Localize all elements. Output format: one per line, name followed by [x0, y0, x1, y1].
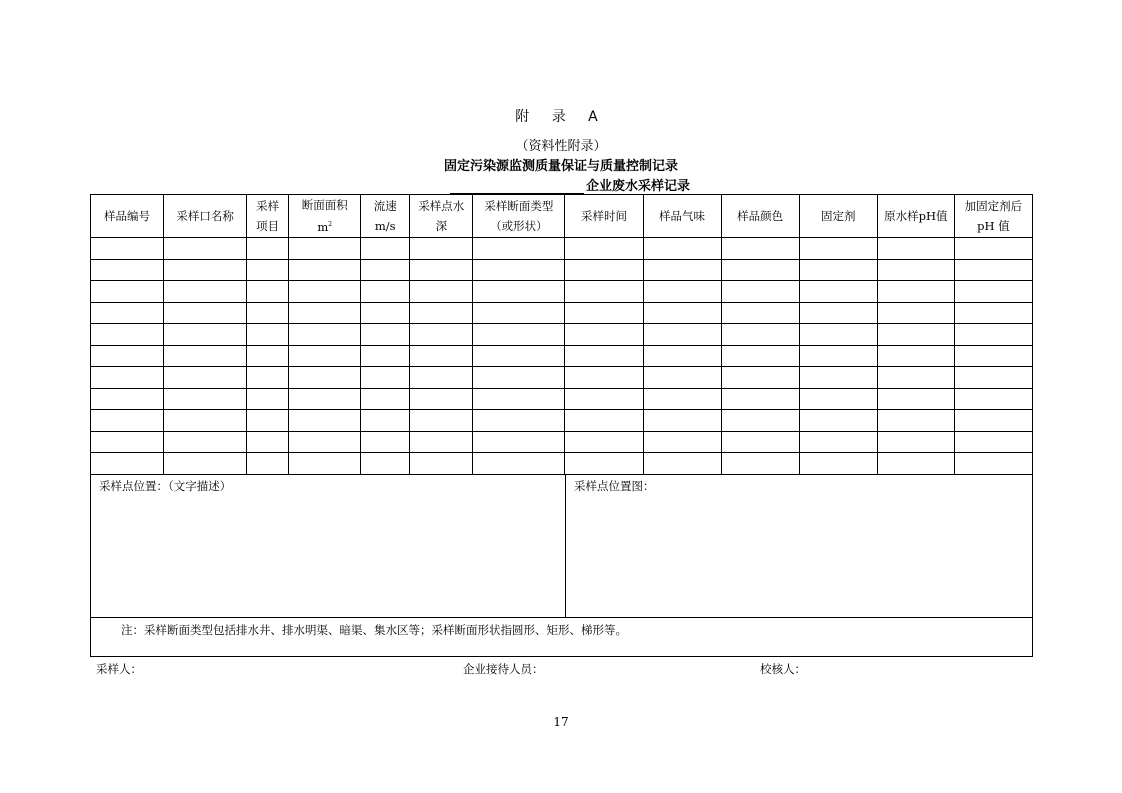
form-title [450, 175, 690, 194]
table-cell[interactable] [91, 453, 164, 475]
table-cell[interactable] [361, 238, 410, 260]
appendix-title: 附 录 A [515, 109, 607, 125]
table-row [91, 388, 1033, 410]
table-cell[interactable] [410, 367, 473, 389]
table-cell[interactable] [164, 281, 247, 303]
table-cell[interactable] [877, 410, 954, 432]
table-cell[interactable] [643, 238, 721, 260]
header-sample-color: 样品颜色 [721, 195, 799, 238]
location-diagram-cell[interactable] [566, 474, 1032, 617]
header-outlet-name: 采样口名称 [164, 195, 247, 238]
table-cell[interactable] [954, 324, 1032, 346]
table-cell[interactable] [565, 453, 643, 475]
table-cell[interactable] [565, 431, 643, 453]
table-cell[interactable] [164, 367, 247, 389]
table-cell[interactable] [410, 388, 473, 410]
table-cell[interactable] [289, 302, 361, 324]
table-cell[interactable] [721, 388, 799, 410]
table-cell[interactable] [164, 410, 247, 432]
table-cell[interactable] [247, 345, 289, 367]
location-diagram-label: 采样点位置图： [574, 479, 655, 493]
table-cell[interactable] [643, 410, 721, 432]
table-cell[interactable] [410, 345, 473, 367]
table-cell[interactable] [164, 259, 247, 281]
table-cell[interactable] [643, 281, 721, 303]
table-cell[interactable] [289, 259, 361, 281]
sampler-signature-label: 采样人： [96, 662, 142, 676]
table-cell[interactable] [247, 281, 289, 303]
table-cell[interactable] [721, 259, 799, 281]
note-box [90, 617, 1033, 657]
table-cell[interactable] [289, 238, 361, 260]
enterprise-reception-signature-label: 企业接待人员： [463, 662, 544, 676]
table-cell[interactable] [289, 367, 361, 389]
table-cell[interactable] [643, 302, 721, 324]
table-cell[interactable] [473, 388, 565, 410]
enterprise-name-blank [450, 179, 584, 194]
header-water-depth: 采样点水 深 [410, 195, 473, 238]
header-section-type: 采样断面类型 （或形状） [473, 195, 565, 238]
table-cell[interactable] [643, 431, 721, 453]
table-cell[interactable] [473, 302, 565, 324]
table-cell[interactable] [164, 324, 247, 346]
sampling-location-section [90, 474, 1033, 618]
table-cell[interactable] [473, 345, 565, 367]
table-cell[interactable] [91, 345, 164, 367]
table-cell[interactable] [721, 453, 799, 475]
table-cell[interactable] [473, 367, 565, 389]
table-cell[interactable] [361, 324, 410, 346]
header-sample-odor: 样品气味 [643, 195, 721, 238]
table-cell[interactable] [954, 259, 1032, 281]
table-cell[interactable] [289, 281, 361, 303]
table-cell[interactable] [247, 431, 289, 453]
table-cell[interactable] [721, 281, 799, 303]
table-cell[interactable] [247, 238, 289, 260]
table-cell[interactable] [877, 281, 954, 303]
table-cell[interactable] [164, 345, 247, 367]
table-cell[interactable] [954, 388, 1032, 410]
table-cell[interactable] [877, 431, 954, 453]
table-cell[interactable] [289, 388, 361, 410]
table-cell[interactable] [410, 302, 473, 324]
table-cell[interactable] [164, 238, 247, 260]
table-cell[interactable] [289, 410, 361, 432]
table-cell[interactable] [91, 410, 164, 432]
table-cell[interactable] [799, 281, 877, 303]
form-title-text: 企业废水采样记录 [586, 179, 691, 194]
table-header-row [91, 195, 1033, 238]
table-cell[interactable] [799, 453, 877, 475]
table-cell[interactable] [721, 302, 799, 324]
table-cell[interactable] [721, 324, 799, 346]
table-cell[interactable] [721, 431, 799, 453]
location-text-cell[interactable] [91, 474, 566, 617]
table-cell[interactable] [721, 410, 799, 432]
table-row [91, 324, 1033, 346]
table-cell[interactable] [410, 410, 473, 432]
table-cell[interactable] [164, 302, 247, 324]
table-cell[interactable] [799, 431, 877, 453]
table-cell[interactable] [289, 345, 361, 367]
table-cell[interactable] [91, 367, 164, 389]
table-cell[interactable] [361, 345, 410, 367]
table-cell[interactable] [877, 324, 954, 346]
table-cell[interactable] [91, 302, 164, 324]
table-cell[interactable] [799, 324, 877, 346]
table-cell[interactable] [565, 238, 643, 260]
header-sample-id: 样品编号 [91, 195, 164, 238]
table-cell[interactable] [721, 238, 799, 260]
table-cell[interactable] [361, 388, 410, 410]
table-body [91, 238, 1033, 475]
note-text: 注：采样断面类型包括排水井、排水明渠、暗渠、集水区等；采样断面形状指圆形、矩形、梯形等。 [121, 623, 627, 637]
table-cell[interactable] [877, 453, 954, 475]
table-cell[interactable] [721, 345, 799, 367]
table-cell[interactable] [473, 431, 565, 453]
table-cell[interactable] [164, 388, 247, 410]
table-cell[interactable] [247, 453, 289, 475]
table-cell[interactable] [799, 259, 877, 281]
table-row [91, 302, 1033, 324]
table-cell[interactable] [473, 453, 565, 475]
location-text-label: 采样点位置：（文字描述） [99, 479, 232, 493]
table-cell[interactable] [877, 259, 954, 281]
header-section-area: 断面面积 $m^2$ [289, 195, 361, 238]
document-title: 固定污染源监测质量保证与质量控制记录 [443, 159, 678, 174]
header-fixed-ph: 加固定剂后 pH 值 [954, 195, 1032, 238]
table-row [91, 345, 1033, 367]
table-cell[interactable] [565, 367, 643, 389]
table-cell[interactable] [91, 259, 164, 281]
table-cell[interactable] [410, 431, 473, 453]
table-cell[interactable] [473, 238, 565, 260]
table-cell[interactable] [954, 410, 1032, 432]
table-row [91, 367, 1033, 389]
table-cell[interactable] [361, 431, 410, 453]
table-cell[interactable] [289, 431, 361, 453]
table-cell[interactable] [289, 324, 361, 346]
table-cell[interactable] [565, 281, 643, 303]
table-cell[interactable] [247, 259, 289, 281]
table-cell[interactable] [877, 302, 954, 324]
table-cell[interactable] [799, 302, 877, 324]
table-cell[interactable] [473, 259, 565, 281]
table-cell[interactable] [361, 410, 410, 432]
table-cell[interactable] [91, 324, 164, 346]
table-cell[interactable] [361, 302, 410, 324]
table-cell[interactable] [410, 281, 473, 303]
table-cell[interactable] [643, 345, 721, 367]
table-cell[interactable] [164, 431, 247, 453]
table-cell[interactable] [877, 367, 954, 389]
table-cell[interactable] [410, 453, 473, 475]
table-row [91, 259, 1033, 281]
table-row [91, 431, 1033, 453]
table-row [91, 410, 1033, 432]
table-row [91, 238, 1033, 260]
table-cell[interactable] [247, 367, 289, 389]
table-cell[interactable] [361, 453, 410, 475]
table-cell[interactable] [877, 345, 954, 367]
table-cell[interactable] [799, 238, 877, 260]
page-number: 17 [553, 715, 569, 729]
header-raw-ph: 原水样pH值 [877, 195, 954, 238]
table-cell[interactable] [954, 238, 1032, 260]
table-cell[interactable] [565, 345, 643, 367]
table-cell[interactable] [565, 302, 643, 324]
table-cell[interactable] [721, 367, 799, 389]
reviewer-signature-label: 校核人： [760, 662, 806, 676]
table-cell[interactable] [91, 238, 164, 260]
table-cell[interactable] [361, 367, 410, 389]
table-cell[interactable] [473, 410, 565, 432]
table-row [91, 281, 1033, 303]
appendix-subtitle: （资料性附录） [515, 139, 607, 154]
table-cell[interactable] [954, 281, 1032, 303]
table-cell[interactable] [954, 345, 1032, 367]
header-flow-velocity: 流速 m/s [361, 195, 410, 238]
sampling-record-table [90, 194, 1033, 475]
table-cell[interactable] [799, 367, 877, 389]
table-cell[interactable] [361, 259, 410, 281]
table-cell[interactable] [643, 324, 721, 346]
header-fixative: 固定剂 [799, 195, 877, 238]
table-cell[interactable] [247, 410, 289, 432]
table-row [91, 453, 1033, 475]
table-cell[interactable] [247, 324, 289, 346]
table-cell[interactable] [410, 238, 473, 260]
table-cell[interactable] [410, 259, 473, 281]
table-cell[interactable] [91, 431, 164, 453]
table-cell[interactable] [361, 281, 410, 303]
table-cell[interactable] [799, 345, 877, 367]
table-cell[interactable] [877, 388, 954, 410]
table-cell[interactable] [954, 367, 1032, 389]
table-cell[interactable] [643, 453, 721, 475]
table-cell[interactable] [954, 302, 1032, 324]
table-cell[interactable] [164, 453, 247, 475]
table-cell[interactable] [799, 410, 877, 432]
table-cell[interactable] [643, 388, 721, 410]
table-cell[interactable] [799, 388, 877, 410]
table-cell[interactable] [473, 281, 565, 303]
table-cell[interactable] [954, 431, 1032, 453]
table-cell[interactable] [289, 453, 361, 475]
table-cell[interactable] [954, 453, 1032, 475]
table-cell[interactable] [410, 324, 473, 346]
table-cell[interactable] [91, 388, 164, 410]
header-sampling-time: 采样时间 [565, 195, 643, 238]
table-cell[interactable] [877, 238, 954, 260]
table-cell[interactable] [565, 410, 643, 432]
header-sampling-item: 采样 项目 [247, 195, 289, 238]
table-cell[interactable] [91, 281, 164, 303]
table-cell[interactable] [473, 324, 565, 346]
table-cell[interactable] [247, 388, 289, 410]
table-cell[interactable] [565, 388, 643, 410]
table-cell[interactable] [565, 259, 643, 281]
table-cell[interactable] [643, 367, 721, 389]
table-cell[interactable] [643, 259, 721, 281]
table-cell[interactable] [247, 302, 289, 324]
table-cell[interactable] [565, 324, 643, 346]
